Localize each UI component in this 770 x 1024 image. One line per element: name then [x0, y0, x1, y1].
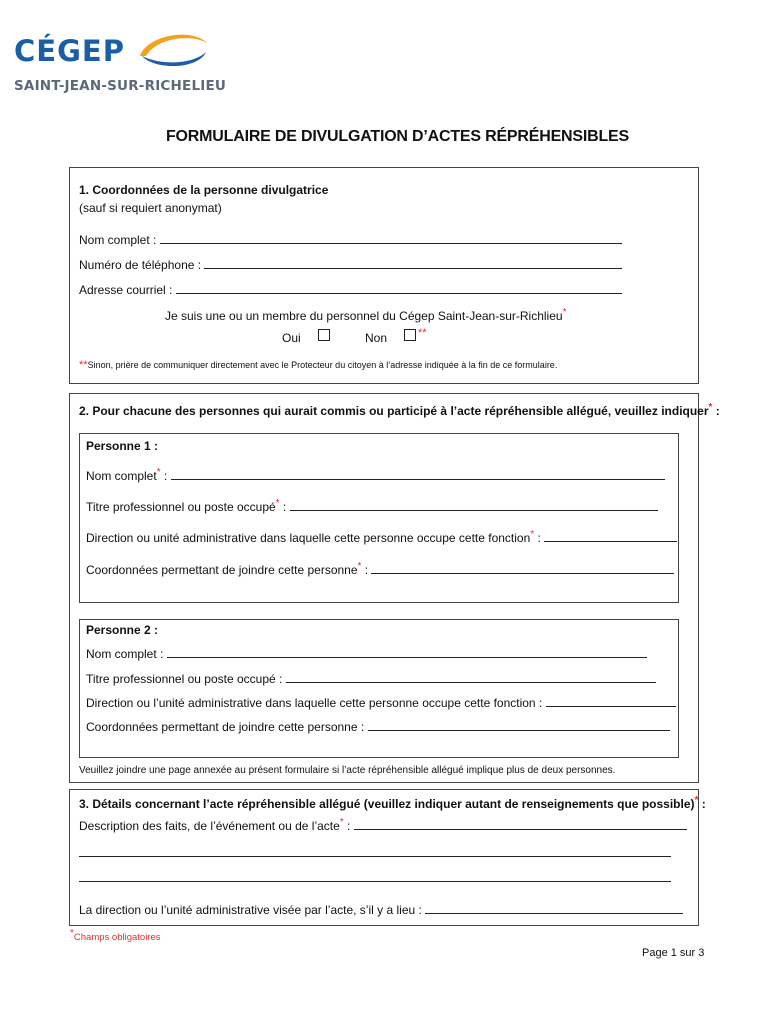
cegep-logo — [14, 30, 227, 98]
person-2-direction-line[interactable] — [546, 696, 676, 707]
section-2-heading — [79, 404, 720, 419]
description-line-3[interactable] — [79, 871, 671, 882]
required-star-icon: * — [562, 307, 567, 318]
person-2-job-line[interactable] — [286, 672, 656, 683]
section-1-heading: 1. Coordonnées de la personne divulgatrice — [79, 183, 329, 197]
email-label: Adresse courriel : — [79, 283, 173, 297]
required-star-icon: * — [339, 817, 344, 828]
no-checkbox[interactable] — [404, 329, 416, 341]
person-1-job-line[interactable] — [290, 500, 658, 511]
person-1-name-line[interactable] — [171, 469, 665, 480]
description-label: Description des faits, de l’événement ou de l’acte — [79, 819, 340, 833]
phone-line[interactable] — [204, 258, 622, 269]
logo-city: SAINT-JEAN-SUR-RICHELIEU — [14, 78, 227, 94]
logo-wordmark: CÉGEP — [14, 34, 125, 68]
full-name-label: Nom complet : — [79, 233, 157, 247]
targeted-direction-line[interactable] — [425, 903, 683, 914]
page-number: Page 1 sur 3 — [642, 947, 705, 959]
person-2-name-field[interactable] — [86, 647, 647, 662]
note-marker-icon: ** — [79, 359, 88, 371]
full-name-field[interactable] — [79, 233, 622, 248]
phone-label: Numéro de téléphone : — [79, 258, 202, 272]
required-star-icon: * — [694, 795, 699, 806]
required-star-icon: * — [156, 467, 161, 478]
required-star-icon: * — [70, 927, 74, 939]
section-3-heading — [79, 797, 706, 812]
required-fields-text: Champs obligatoires — [73, 932, 161, 943]
section-2-heading-suffix: : — [715, 404, 720, 418]
description-field[interactable]: Description des faits, de l’événement ou de l’acte* : — [79, 819, 687, 834]
person-1-direction-label: Direction ou unité administrative dans laquelle cette personne occupe cette fonction — [86, 531, 531, 545]
person-2-direction-field[interactable] — [86, 696, 676, 711]
person-2-job-field[interactable] — [86, 672, 656, 687]
description-line-2[interactable] — [79, 846, 671, 857]
phone-field[interactable] — [79, 258, 622, 273]
page-title: FORMULAIRE DE DIVULGATION D’ACTES RÉPRÉHENSIBLES — [165, 128, 630, 145]
member-question — [165, 309, 566, 324]
person-1-contact-line[interactable] — [371, 563, 674, 574]
person-2-label: Personne 2 : — [86, 623, 159, 637]
section-1-note — [79, 358, 557, 373]
email-field[interactable] — [79, 283, 622, 298]
targeted-direction-label: La direction ou l’unité administrative visée par l’acte, s’il y a lieu : — [79, 903, 422, 917]
person-2-contact-line[interactable] — [368, 720, 670, 731]
person-2-box — [79, 619, 679, 758]
person-2-direction-label: Direction ou l’unité administrative dans laquelle cette personne occupe cette fonction : — [86, 696, 543, 710]
description-line[interactable] — [354, 819, 687, 830]
person-1-job-label: Titre professionnel ou poste occupé — [86, 500, 276, 514]
section-1-subheading: (sauf si requiert anonymat) — [79, 201, 222, 215]
person-1-name-field[interactable]: Nom complet* : — [86, 469, 665, 484]
person-2-name-line[interactable] — [167, 647, 647, 658]
logo-swoosh-icon — [132, 30, 212, 74]
required-star-icon: * — [708, 402, 713, 413]
person-1-direction-field[interactable]: Direction ou unité administrative dans laquelle cette personne occupe cette fonction* : — [86, 531, 677, 546]
yes-label: Oui — [282, 331, 301, 345]
person-1-contact-field[interactable]: Coordonnées permettant de joindre cette personne* : — [86, 563, 674, 578]
full-name-line[interactable] — [160, 233, 622, 244]
double-star-icon: ** — [418, 327, 427, 339]
section-3-heading-text: 3. Détails concernant l’acte répréhensible allégué (veuillez indiquer autant de renseignements que possible) — [79, 797, 695, 811]
yes-checkbox[interactable] — [318, 329, 330, 341]
person-1-contact-label: Coordonnées permettant de joindre cette personne — [86, 563, 358, 577]
section-1-box — [69, 167, 699, 384]
person-1-name-label: Nom complet — [86, 469, 157, 483]
required-fields-note — [70, 927, 161, 945]
section-3-heading-suffix: : — [701, 797, 706, 811]
no-label: Non — [365, 331, 388, 345]
section-2-heading-text: 2. Pour chacune des personnes qui aurait commis ou participé à l’acte répréhensible allégué, veuillez indiquer — [79, 404, 709, 418]
required-star-icon: * — [275, 498, 280, 509]
person-1-direction-line[interactable] — [544, 531, 677, 542]
person-1-label: Personne 1 : — [86, 439, 159, 453]
person-2-contact-label: Coordonnées permettant de joindre cette personne : — [86, 720, 365, 734]
required-star-icon: * — [357, 561, 362, 572]
required-star-icon: * — [530, 529, 535, 540]
person-1-job-field[interactable]: Titre professionnel ou poste occupé* : — [86, 500, 658, 515]
person-2-job-label: Titre professionnel ou poste occupé : — [86, 672, 283, 686]
person-2-contact-field[interactable] — [86, 720, 670, 735]
section-2-note: Veuillez joindre une page annexée au présent formulaire si l’acte répréhensible allégué implique plus de deux personnes. — [79, 765, 616, 776]
section-1-note-text: Sinon, prière de communiquer directement avec le Protecteur du citoyen à l’adresse indiquée à la fin de ce formulaire. — [87, 360, 558, 370]
person-2-name-label: Nom complet : — [86, 647, 164, 661]
email-line[interactable] — [176, 283, 622, 294]
targeted-direction-field[interactable] — [79, 903, 683, 918]
member-question-text: Je suis une ou un membre du personnel du Cégep Saint-Jean-sur-Richlieu — [165, 309, 563, 323]
